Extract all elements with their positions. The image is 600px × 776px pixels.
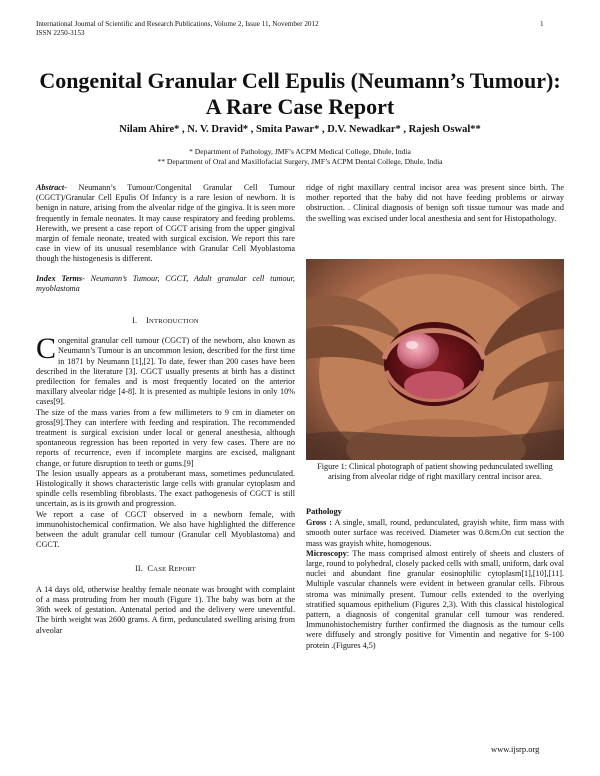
affiliation-2: ** Department of Oral and Maxillofacial Surgery, JMF’s ACPM Dental College, Dhule, India: [157, 157, 443, 166]
journal-citation: International Journal of Scientific and Research Publications, Volume 2, Issue 11, November 2012: [36, 20, 319, 28]
drop-cap: C: [36, 332, 57, 366]
left-column: [36, 183, 295, 636]
footer-url: www.ijsrp.org: [491, 744, 540, 754]
affiliations: [20, 147, 580, 167]
paper-title: [20, 68, 580, 120]
page-number: 1: [540, 20, 544, 28]
index-terms: [36, 274, 295, 294]
intro-paragraph-3: The lesion usually appears as a protuberant mass, sometimes pedunculated. Histologically it shows characteristic large cells with granular cytoplasm and spindle cells resembling fibroblasts. The exact pathogenesis of CGCT is still uncertain, as is its growth and progression.: [36, 468, 295, 509]
abstract-label: Abstract-: [36, 183, 67, 192]
case-report-paragraph: A 14 days old, otherwise healthy female neonate was brought with complaint of a mass protruding from her mouth (Figure 1). The baby was born at the 36th week of gestation. Antenatal period and the delivery were uneventful. The birth weight was 2600 grams. A firm, pedunculated swelling arising from alveolar: [36, 584, 295, 635]
figure-1-caption: Figure 1: Clinical photograph of patient showing pedunculated swelling arising from alveolar ridge of right maxillary central incisor area.: [317, 462, 553, 482]
case-report-continuation: ridge of right maxillary central incisor area was present since birth. The mother reported that the baby did not have feeding problems or airway obstruction. . Clinical diagnosis of benign soft tissue tumour was made and the swelling was excised under local anesthesia and sent for Histopathology.: [306, 183, 564, 223]
index-terms-text: Neumann’s Tumour, CGCT, Adult granular cell tumour, myoblastoma: [36, 273, 295, 293]
case-report-heading: II. CASE REPORT: [135, 562, 196, 573]
author-list: Nilam Ahire* , N. V. Dravid* , Smita Pawar* , D.V. Newadkar* , Rajesh Oswal**: [119, 124, 481, 135]
case-heading-number: II.: [135, 563, 143, 573]
intro-paragraph-2: The size of the mass varies from a few millimeters to 9 cm in diameter on gross[9].They can interfere with feeding and respiration. The recommended treatment is surgical excision under local or general anesthesia, although spontaneous regression has been reported in very few cases. There are no reports of recurrence, even if incomplete margins are excised, malignant change, or future disruption to teeth or gums.[9]: [36, 407, 295, 468]
affiliation-1: * Department of Pathology, JMF’s ACPM Medical College, Dhule, India: [189, 147, 411, 156]
issn: ISSN 2250-3153: [36, 29, 85, 37]
pathology-section: [306, 507, 564, 651]
journal-header: [36, 20, 319, 38]
microscopy-paragraph: Microscopy: The mass comprised almost entirely of sheets and clusters of large, round to polyhedral, closely packed cells with small, uniform, dark oval nuclei and abundant fine granular eosinophilic cytoplasm[1],[10],[11]. Multiple vascular channels were evident in between granular cells. Fibrous stroma was minimally present. Tumour cells extended to the overlying stratified squamous epithelium (Figures 2,3). With this classical histological pattern, a diagnosis of congenital granular cell tumour was rendered. Immunohistochemistry further confirmed the diagnosis as the tumour cells were diffusely and strongly positive for Vimentin and negative for S-100 protein .(Figures 4,5): [306, 548, 564, 650]
figure-1-photograph: [306, 259, 564, 460]
intro-heading-number: I.: [132, 316, 138, 326]
abstract: [36, 183, 295, 265]
intro-paragraph-1: Congenital granular cell tumour (CGCT) of the newborn, also known as Neumann’s Tumour is an uncommon lesion, described for the first time in 1871 by Neumann [1],[2]. To date, fewer than 200 cases have been described in the literature [3]. CGCT usually presents at birth has a distinct predilection for females and is most frequently located on the anterior maxillary alveolar ridge [4-8]. It is presented as multiple lesions in only 10% cases[9].: [36, 332, 295, 407]
gross-paragraph: Gross : A single, small, round, pedunculated, grayish white, firm mass with smooth outer surface was received. Diameter was 0.8cm.On cut section the mass was grayish white, homogenous.: [306, 518, 564, 548]
gross-label: Gross :: [306, 518, 332, 528]
intro-paragraph-4: We report a case of CGCT observed in a newborn female, with immunohistochemical confirmation. We also have highlighted the difference between the adult granular cell tumour (Granular cell Myoblastoma) and CGCT.: [36, 509, 295, 550]
microscopy-label: Microscopy: [306, 548, 347, 558]
intro-heading: I. INTRODUCTION: [132, 315, 199, 326]
title-line-2: A Rare Case Report: [205, 94, 395, 119]
title-line-1: Congenital Granular Cell Epulis (Neumann’s Tumour):: [39, 68, 561, 93]
pathology-heading: Pathology: [306, 507, 342, 516]
abstract-text: Neumann’s Tumour/Congenital Granular Cell Tumour (CGCT)/Granular Cell Epulis Of Infancy is a rare lesion of newborn. It is benign in nature, arising from the alveolar ridge of the gingiva. It is seen more frequently in female neonates. It may cause respiratory and feeding problems. Herewith, we present a case report of CGCT arising from the upper gingival margin of female neonate, treated with surgical excision. We report this rare case in view of its unusual resemblance with Granular Cell Myoblastoma though the histogenesis is different.: [36, 183, 295, 264]
right-column-top: [306, 183, 564, 224]
index-terms-label: Index Terms-: [36, 273, 85, 283]
